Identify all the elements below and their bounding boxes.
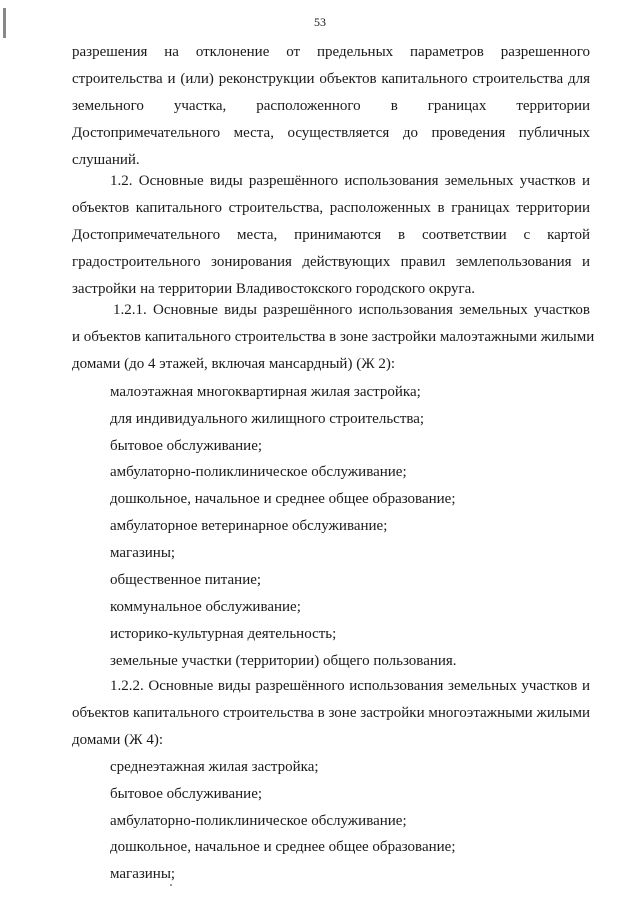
list-item: амбулаторно-поликлиническое обслуживание; <box>110 813 407 829</box>
list-item: амбулаторное ветеринарное обслуживание; <box>110 518 388 534</box>
text-line: объектов капитального строительства в зоне застройки многоэтажными жилыми <box>72 705 590 721</box>
text-line: объектов капитального строительства, расположенных в границах территории <box>72 200 590 216</box>
text-line: Достопримечательного места, осуществляется до проведения публичных <box>72 125 590 141</box>
list-item: малоэтажная многоквартирная жилая застройка; <box>110 384 421 400</box>
scan-artifact <box>170 884 172 886</box>
list-item: среднеэтажная жилая застройка; <box>110 759 319 775</box>
list-item: коммунальное обслуживание; <box>110 599 301 615</box>
list-item: магазины; <box>110 866 176 882</box>
list-item: дошкольное, начальное и среднее общее образование; <box>110 491 456 507</box>
text-line: Достопримечательного места, принимаются в соответствии с картой <box>72 227 590 243</box>
list-item: магазины; <box>110 545 176 561</box>
section-heading-1-2-1: 1.2.1. Основные виды разрешённого использования земельных участков <box>113 302 590 318</box>
text-line: домами (Ж 4): <box>72 732 164 748</box>
text-line: строительства и (или) реконструкции объектов капитального строительства для <box>72 71 590 87</box>
text-line: градостроительного зонирования действующих правил землепользования и <box>72 254 590 270</box>
list-item: бытовое обслуживание; <box>110 438 263 454</box>
page-number: 53 <box>314 15 326 29</box>
text-line: и объектов капитального строительства в зоне застройки малоэтажными жилыми <box>72 329 595 345</box>
text-line: земельного участка, расположенного в границах территории <box>72 98 590 114</box>
list-item: земельные участки (территории) общего пользования. <box>110 653 457 669</box>
text-line: разрешения на отклонение от предельных параметров разрешенного <box>72 44 590 60</box>
list-item: общественное питание; <box>110 572 262 588</box>
list-item: амбулаторно-поликлиническое обслуживание; <box>110 464 407 480</box>
section-heading-1-2-2: 1.2.2. Основные виды разрешённого использования земельных участков и <box>110 678 590 694</box>
text-line: слушаний. <box>72 152 140 168</box>
list-item: историко-культурная деятельность; <box>110 626 337 642</box>
list-item: бытовое обслуживание; <box>110 786 263 802</box>
text-line: домами (до 4 этажей, включая мансардный) (Ж 2): <box>72 356 396 372</box>
section-heading-1-2: 1.2. Основные виды разрешённого использования земельных участков и <box>110 173 590 189</box>
list-item: для индивидуального жилищного строительства; <box>110 411 425 427</box>
text-line: застройки на территории Владивостокского городского округа. <box>72 281 476 297</box>
list-item: дошкольное, начальное и среднее общее образование; <box>110 839 456 855</box>
